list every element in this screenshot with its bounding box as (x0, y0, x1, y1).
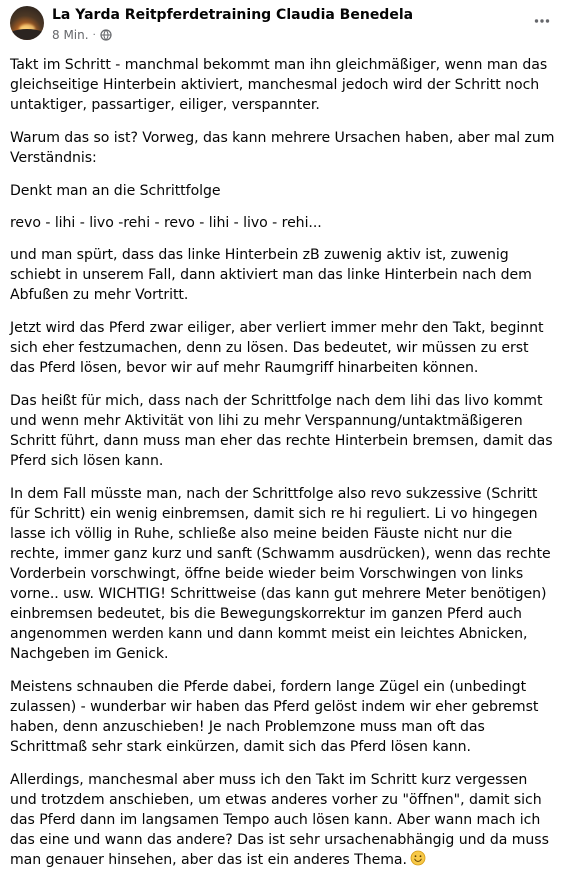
post-time[interactable]: 8 Min. (52, 27, 89, 42)
post-paragraph-last (10, 770, 555, 870)
page-name[interactable]: La Yarda Reitpferdetraining Claudia Benedela (52, 7, 414, 23)
post-paragraph-text: Allerdings, manchesmal aber muss ich den Takt im Schritt kurz vergessen und trotzdem anschieben, um etwas anderes vorher zu "öffnen", damit sich das Pferd dann im langsamen Tempo auch lösen kann. Aber wann mach ich das eine und wann das andere? Das ist sehr ursachenabhängig und da muss man genauer hinsehen, aber das ist ein anderes Thema. (10, 772, 549, 868)
post-paragraph: Meistens schnauben die Pferde dabei, fordern lange Zügel ein (unbedingt zulassen) - wunderbar wir haben das Pferd gelöst indem wir eher gebremst haben, denn anzuschieben! Je nach Problemzone muss man oft das Schrittmaß sehr stark einkürzen, damit sich das Pferd lösen kann. (10, 679, 539, 755)
post-paragraph: Warum das so ist? Vorweg, das kann mehrere Ursachen haben, aber mal zum Verständnis: (10, 130, 555, 166)
post-paragraph: und man spürt, dass das linke Hinterbein zB zuwenig aktiv ist, zuwenig schiebt in unserem Fall, dann aktiviert man das linke Hinterbein nach dem Abfußen zu mehr Vortritt. (10, 247, 532, 303)
more-options-button[interactable] (528, 7, 556, 35)
more-horizontal-icon (533, 12, 551, 30)
smile-icon (410, 850, 426, 866)
sunset-hill (10, 29, 44, 40)
post-paragraph: revo - lihi - livo -rehi - revo - lihi - livo - rehi... (10, 215, 322, 231)
meta-separator: · (92, 29, 96, 41)
post-paragraph: In dem Fall müsste man, nach der Schrittfolge also revo sukzessive (Schritt für Schritt) ein wenig einbremsen, damit sich re hi reguliert. Li vo hingegen lasse ich völlig in Ruhe, schließe also meine beiden Fäuste nicht nur die rechte, immer ganz kurz und sanft (Schwamm ausdrücken), wenn das rechte Vorderbein vorschwingt, öffne beide wieder beim Vorschwingen von links vorne.. usw. WICHTIG! Schrittweise (das kann gut mehrere Meter benötigen) einbremsen bedeutet, bis die Bewegungskorrektur im ganzen Pferd auch angenommen werden kann und dann kommt meist ein leichtes Abnicken, Nachgeben im Genick. (10, 486, 551, 662)
post-header (0, 0, 562, 48)
post-paragraph: Takt im Schritt - manchmal bekommt man ihn gleichmäßiger, wenn man das gleichseitige Hinterbein aktiviert, manchesmal jedoch wird der Schritt noch untaktiger, passartiger, eiliger, verspannter. (10, 57, 548, 113)
globe-icon[interactable] (100, 29, 112, 41)
post-paragraph: Jetzt wird das Pferd zwar eiliger, aber verliert immer mehr den Takt, beginnt sich eher festzumachen, denn zu lösen. Das bedeutet, wir müssen zu erst das Pferd lösen, bevor wir auf mehr Raumgriff hinarbeiten können. (10, 320, 544, 376)
post-text (10, 55, 555, 883)
post-paragraph: Denkt man an die Schrittfolge (10, 183, 221, 199)
post-paragraph: Das heißt für mich, dass nach der Schrittfolge nach dem lihi das livo kommt und wenn mehr Aktivität von lihi zu mehr Verspannung/untaktmäßigeren Schritt führt, dann muss man eher das rechte Hinterbein bremsen, damit das Pferd sich lösen kann. (10, 393, 553, 469)
post-meta (52, 27, 112, 43)
avatar[interactable] (10, 6, 44, 40)
